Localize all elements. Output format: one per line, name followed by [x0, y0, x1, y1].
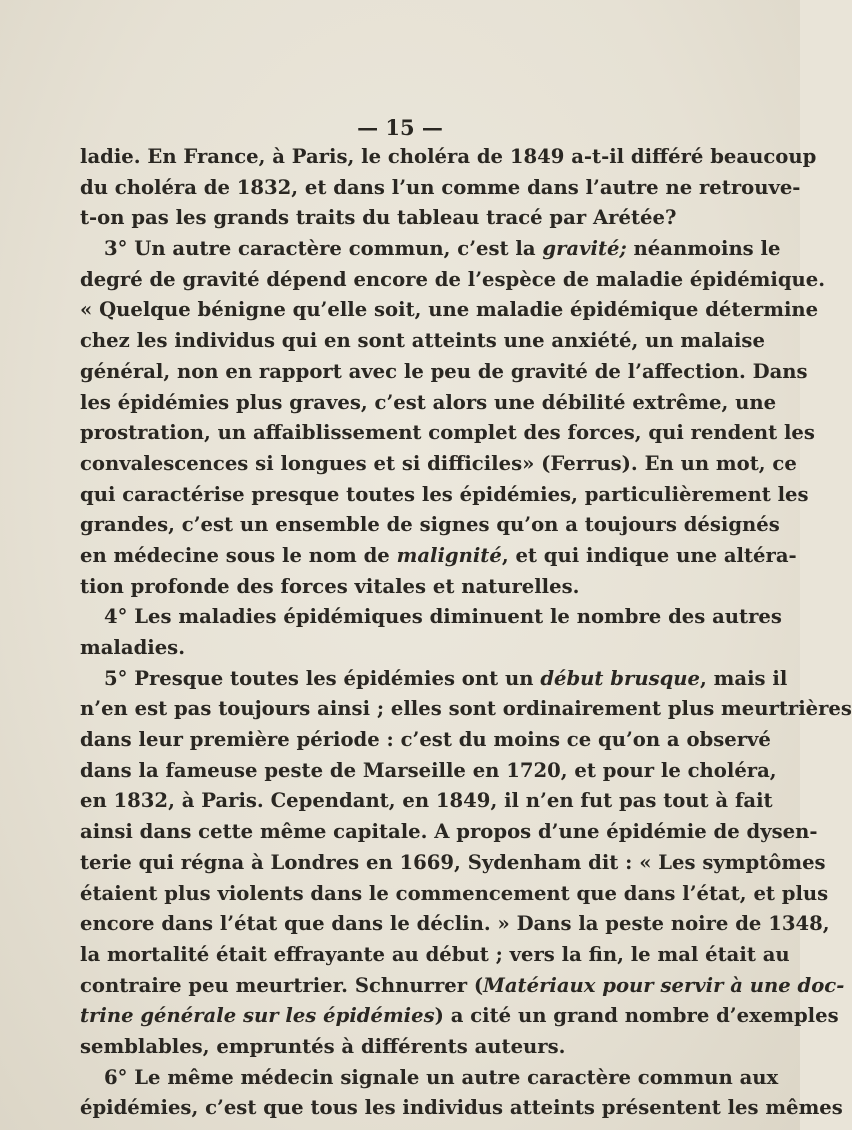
text-line: épidémies, c’est que tous les individus atteints présentent les mêmes [80, 1096, 843, 1120]
text-line: étaient plus violents dans le commencement que dans l’état, et plus [80, 881, 829, 905]
text-line: terie qui régna à Londres en 1669, Sydenham dit : « Les symptômes [80, 850, 826, 874]
text-line: convalescences si longues et si difficiles» (Ferrus). En un mot, ce [80, 451, 797, 475]
text-line: ainsi dans cette même capitale. A propos d’une épidémie de dysen- [80, 820, 818, 844]
text-line: général, non en rapport avec le peu de gravité de l’affection. Dans [80, 359, 808, 383]
text-line: chez les individus qui en sont atteints une anxiété, un malaise [80, 329, 765, 353]
text-line: qui caractérise presque toutes les épidémies, particulièrement les [80, 482, 809, 506]
text-line: t-on pas les grands traits du tableau tracé par Arétée? [80, 206, 677, 230]
body-text [80, 142, 852, 1124]
text-line: 3° Un autre caractère commun, c’est la gravité; néanmoins le [104, 237, 781, 261]
page-number: — 15 — [357, 115, 443, 140]
text-line: trine générale sur les épidémies) a cité un grand nombre d’exemples [80, 1004, 839, 1028]
text-line: maladies. [80, 636, 186, 659]
text-line: « Quelque bénigne qu’elle soit, une maladie épidémique détermine [80, 298, 819, 322]
text-line: dans la fameuse peste de Marseille en 1720, et pour le choléra, [80, 758, 777, 782]
text-line: tion profonde des forces vitales et naturelles. [80, 574, 580, 598]
text-line: du choléra de 1832, et dans l’un comme dans l’autre ne retrouve- [80, 175, 801, 199]
text-line: contraire peu meurtrier. Schnurrer (Matériaux pour servir à une doc- [80, 973, 845, 997]
text-line: encore dans l’état que dans le déclin. » Dans la peste noire de 1348, [80, 912, 830, 936]
text-line: la mortalité était effrayante au début ; vers la fin, le mal était au [80, 942, 790, 966]
text-line: en 1832, à Paris. Cependant, en 1849, il n’en fut pas tout à fait [80, 789, 773, 813]
text-line: degré de gravité dépend encore de l’espèce de maladie épidémique. [80, 267, 826, 291]
text-line: dans leur première période : c’est du moins ce qu’on a observé [80, 728, 771, 752]
text-line: 4° Les maladies épidémiques diminuent le nombre des autres [104, 605, 782, 629]
text-line: prostration, un affaiblissement complet des forces, qui rendent les [80, 421, 815, 445]
text-line: en médecine sous le nom de malignité, et qui indique une altéra- [80, 543, 797, 567]
text-line: semblables, empruntés à différents auteurs. [80, 1034, 566, 1058]
text-line: 5° Presque toutes les épidémies ont un début brusque, mais il [104, 666, 788, 690]
text-line: grandes, c’est un ensemble de signes qu’on a toujours désignés [80, 513, 780, 537]
text-line: les épidémies plus graves, c’est alors une débilité extrême, une [80, 390, 777, 414]
text-line: n’en est pas toujours ainsi ; elles sont ordinairement plus meurtrières [80, 697, 852, 721]
text-line: ladie. En France, à Paris, le choléra de 1849 a-t-il différé beaucoup [80, 145, 817, 168]
text-line: 6° Le même médecin signale un autre caractère commun aux [104, 1065, 779, 1089]
